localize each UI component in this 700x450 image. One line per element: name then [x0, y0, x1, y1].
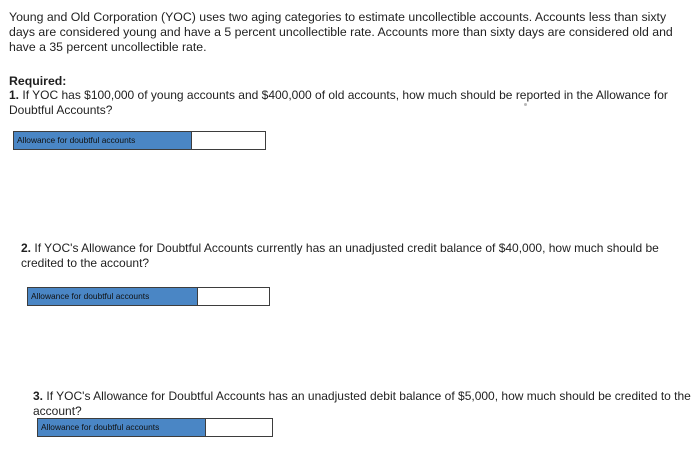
answer-row-3 — [37, 418, 273, 437]
answer-1-label: Allowance for doubtful accounts — [14, 132, 191, 149]
question-1-number: 1. — [9, 88, 20, 102]
question-2-number: 2. — [21, 241, 32, 255]
answer-row-1 — [13, 131, 266, 150]
question-1-text: If YOC has $100,000 of young accounts and $400,000 of old accounts, how much should be reported in the Allowance for Doubtful Accounts? — [9, 88, 668, 117]
answer-3-label: Allowance for doubtful accounts — [38, 419, 205, 436]
answer-1-input[interactable] — [191, 132, 265, 149]
answer-3-input[interactable] — [205, 419, 272, 436]
answer-row-2 — [27, 287, 270, 306]
required-heading: Required: — [9, 74, 67, 88]
question-2 — [21, 241, 685, 270]
question-3-text: If YOC's Allowance for Doubtful Accounts has an unadjusted debit balance of $5,000, how much should be credited to the account? — [33, 389, 691, 418]
answer-2-input[interactable] — [197, 288, 269, 305]
problem-intro: Young and Old Corporation (YOC) uses two aging categories to estimate uncollectible accounts. Accounts less than sixty days are considered young and have a 5 percent uncollectible rate. Accounts more than sixty days are considered old and have a 35 percent uncollectible rate. — [9, 10, 673, 54]
question-3 — [33, 389, 693, 418]
question-1 — [9, 88, 695, 117]
question-2-text: If YOC's Allowance for Doubtful Accounts currently has an unadjusted credit balance of $40,000, how much should be credited to the account? — [21, 241, 659, 270]
decorative-dot — [524, 103, 527, 106]
answer-2-label: Allowance for doubtful accounts — [28, 288, 197, 305]
question-3-number: 3. — [33, 389, 44, 403]
